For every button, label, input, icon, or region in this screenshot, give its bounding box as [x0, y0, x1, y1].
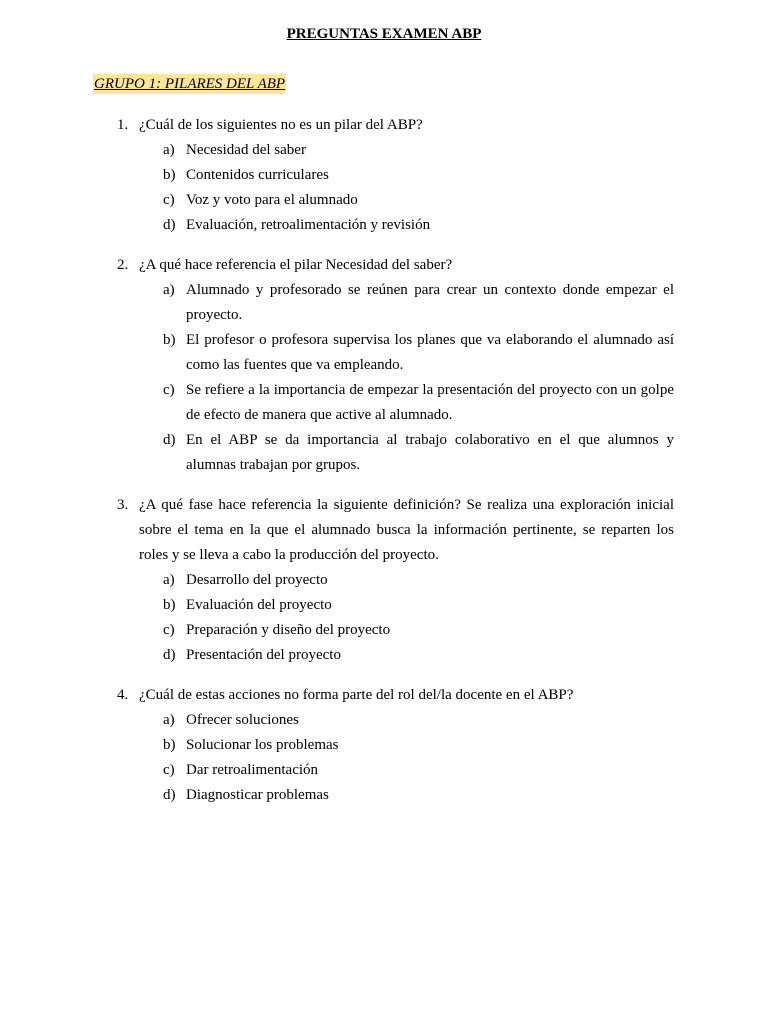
question-1 [93, 113, 674, 238]
section-heading: GRUPO 1: PILARES DEL ABP [94, 76, 286, 92]
question-text: ¿A qué fase hace referencia la siguiente definición? Se realiza una exploración inicial sobre el tema en la que el alumnado busca la información pertinente, se reparten los roles y se lleva a cabo la producción del proyecto. [139, 497, 674, 563]
document-title: PREGUNTAS EXAMEN ABP [286, 26, 482, 42]
answer-option [93, 163, 674, 188]
answer-option [93, 758, 674, 783]
option-text: Evaluación, retroalimentación y revisión [186, 217, 431, 233]
answer-option [93, 428, 674, 478]
question-number: 4. [117, 687, 129, 703]
option-letter: d) [163, 647, 176, 663]
option-text: Desarrollo del proyecto [186, 572, 328, 588]
question-text: ¿Cuál de estas acciones no forma parte del rol del/la docente en el ABP? [139, 687, 574, 703]
option-text: Ofrecer soluciones [186, 712, 299, 728]
answer-option [93, 593, 674, 618]
answer-options [93, 568, 674, 668]
option-text: Contenidos curriculares [186, 167, 329, 183]
option-letter: d) [163, 217, 176, 233]
question-text: ¿A qué hace referencia el pilar Necesidad del saber? [139, 257, 453, 273]
option-letter: d) [163, 432, 176, 448]
answer-option [93, 138, 674, 163]
option-letter: d) [163, 787, 176, 803]
question-list [93, 113, 674, 823]
option-text: Se refiere a la importancia de empezar la presentación del proyecto con un golpe de efecto de manera que active al alumnado. [186, 382, 674, 423]
option-letter: a) [163, 142, 175, 158]
option-text: Evaluación del proyecto [186, 597, 332, 613]
question-3 [93, 493, 674, 668]
answer-option [93, 618, 674, 643]
option-text: Alumnado y profesorado se reúnen para crear un contexto donde empezar el proyecto. [186, 282, 674, 323]
answer-option [93, 278, 674, 328]
option-letter: c) [163, 192, 175, 208]
option-text: Solucionar los problemas [186, 737, 339, 753]
answer-option [93, 188, 674, 213]
answer-options [93, 278, 674, 478]
question-4 [93, 683, 674, 808]
option-text: Diagnosticar problemas [186, 787, 329, 803]
question-text: ¿Cuál de los siguientes no es un pilar del ABP? [139, 117, 423, 133]
option-letter: a) [163, 572, 175, 588]
option-letter: c) [163, 382, 175, 398]
answer-option [93, 568, 674, 593]
answer-option [93, 643, 674, 668]
answer-options [93, 138, 674, 238]
answer-option [93, 708, 674, 733]
option-text: El profesor o profesora supervisa los planes que va elaborando el alumnado así como las fuentes que va empleando. [186, 332, 674, 373]
option-text: Necesidad del saber [186, 142, 306, 158]
option-letter: a) [163, 712, 175, 728]
option-letter: a) [163, 282, 175, 298]
option-letter: c) [163, 762, 175, 778]
option-letter: b) [163, 737, 176, 753]
option-letter: b) [163, 597, 176, 613]
answer-option [93, 328, 674, 378]
option-text: Voz y voto para el alumnado [186, 192, 358, 208]
option-text: En el ABP se da importancia al trabajo colaborativo en el que alumnos y alumnas trabajan por grupos. [186, 432, 674, 473]
option-text: Preparación y diseño del proyecto [186, 622, 391, 638]
option-text: Presentación del proyecto [186, 647, 341, 663]
question-number: 3. [117, 497, 129, 513]
answer-options [93, 708, 674, 808]
answer-option [93, 733, 674, 758]
option-letter: b) [163, 167, 176, 183]
question-number: 1. [117, 117, 129, 133]
option-letter: b) [163, 332, 176, 348]
question-2 [93, 253, 674, 478]
answer-option [93, 378, 674, 428]
answer-option [93, 783, 674, 808]
question-number: 2. [117, 257, 129, 273]
option-text: Dar retroalimentación [186, 762, 319, 778]
answer-option [93, 213, 674, 238]
option-letter: c) [163, 622, 175, 638]
